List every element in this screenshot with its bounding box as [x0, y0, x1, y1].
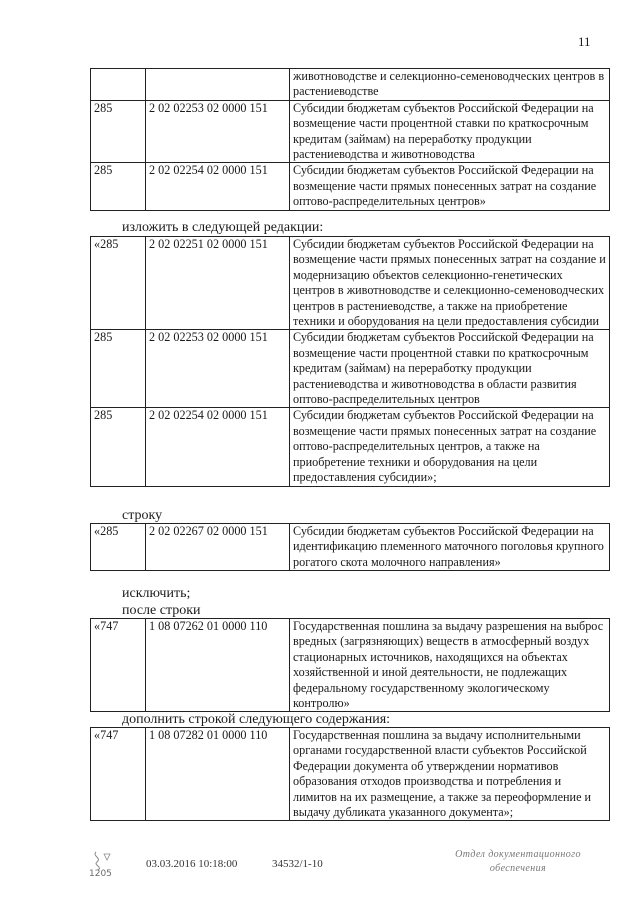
- instruction-exclude: исключить;: [122, 586, 191, 601]
- table-row: [91, 237, 610, 330]
- footer-datetime: 03.03.2016 10:18:00: [146, 858, 238, 870]
- stamp-line-1: Отдел документационного: [455, 849, 581, 860]
- codes-table-4: [90, 618, 610, 712]
- income-name-cell: Субсидии бюджетам субъектов Российской Федерации на идентификацию племенного маточного поголовья крупного рогатого скота молочного направления»: [290, 524, 610, 571]
- table-row: [91, 100, 610, 163]
- table-row: [91, 408, 610, 486]
- table-row: [91, 163, 610, 210]
- instruction-add-line: дополнить строкой следующего содержания:: [122, 712, 391, 727]
- code-cell: [91, 69, 146, 101]
- income-name-cell: Субсидии бюджетам субъектов Российской Федерации на возмещение части процентной ставки по краткосрочным кредитам (займам) на переработку продукции растениеводства и животноводства в области развития оптово-распределительных центров: [290, 330, 610, 408]
- codes-table-2: [90, 236, 610, 487]
- code-cell: 285: [91, 100, 146, 163]
- table-row: [91, 728, 610, 821]
- kbk-code-cell: 2 02 02253 02 0000 151: [146, 100, 290, 163]
- kbk-code-cell: 2 02 02251 02 0000 151: [146, 237, 290, 330]
- table-row: [91, 524, 610, 571]
- kbk-code-cell: 2 02 02254 02 0000 151: [146, 408, 290, 486]
- codes-table-3: [90, 523, 610, 571]
- table-row: [91, 619, 610, 712]
- stamp-line-2: обеспечения: [489, 863, 547, 874]
- income-name-cell: Субсидии бюджетам субъектов Российской Федерации на возмещение части прямых понесенных затрат на создание оптово-распределительных центров»: [290, 163, 610, 210]
- registry-logo: [84, 850, 134, 878]
- codes-table-1: [90, 68, 610, 211]
- code-cell: 285: [91, 330, 146, 408]
- instruction-after-line: после строки: [122, 603, 201, 618]
- instruction-line: строку: [122, 508, 163, 523]
- page-number: 11: [578, 34, 591, 49]
- table-row: [91, 69, 610, 101]
- income-name-cell: Субсидии бюджетам субъектов Российской Федерации на возмещение части прямых понесенных затрат на создание и модернизацию объектов селекционно-генетических центров в животноводстве и селекционно-семеноводческих центров в растениеводстве, а также на приобретение техники и оборудования на цели предоставления субсидии: [290, 237, 610, 330]
- code-cell: 285: [91, 408, 146, 486]
- code-cell: «747: [91, 728, 146, 821]
- income-name-cell: Государственная пошлина за выдачу исполнительными органами государственной власти субъектов Российской Федерации документа об утверждении нормативов образования отходов производства и потребления и лимитов на их размещение, а также за переоформление и выдачу дубликата указанного документа»;: [290, 728, 610, 821]
- kbk-code-cell: 1 08 07282 01 0000 110: [146, 728, 290, 821]
- kbk-code-cell: 2 02 02254 02 0000 151: [146, 163, 290, 210]
- income-name-cell: животноводстве и селекционно-семеноводческих центров в растениеводстве: [290, 69, 610, 101]
- department-stamp: [438, 848, 598, 876]
- code-cell: «747: [91, 619, 146, 712]
- code-cell: «285: [91, 237, 146, 330]
- table-row: [91, 330, 610, 408]
- kbk-code-cell: 2 02 02253 02 0000 151: [146, 330, 290, 408]
- code-cell: «285: [91, 524, 146, 571]
- income-name-cell: Государственная пошлина за выдачу разрешения на выброс вредных (загрязняющих) веществ в атмосферный воздух стационарных источников, находящихся на объектах хозяйственной и иной деятельности, не подлежащих федеральному государственному экологическому контролю»: [290, 619, 610, 712]
- instruction-restate: изложить в следующей редакции:: [122, 220, 324, 235]
- kbk-code-cell: [146, 69, 290, 101]
- kbk-code-cell: 1 08 07262 01 0000 110: [146, 619, 290, 712]
- income-name-cell: Субсидии бюджетам субъектов Российской Федерации на возмещение части прямых понесенных затрат на создание оптово-распределительных центров, а также на приобретение техники и оборудования на цели предоставления субсидии»;: [290, 408, 610, 486]
- code-cell: 285: [91, 163, 146, 210]
- income-name-cell: Субсидии бюджетам субъектов Российской Федерации на возмещение части процентной ставки по краткосрочным кредитам (займам) на переработку продукции растениеводства и животноводства: [290, 100, 610, 163]
- footer-doc-number: 34532/1-10: [272, 858, 323, 870]
- codes-table-5: [90, 727, 610, 821]
- logo-text: 1205: [89, 869, 112, 878]
- kbk-code-cell: 2 02 02267 02 0000 151: [146, 524, 290, 571]
